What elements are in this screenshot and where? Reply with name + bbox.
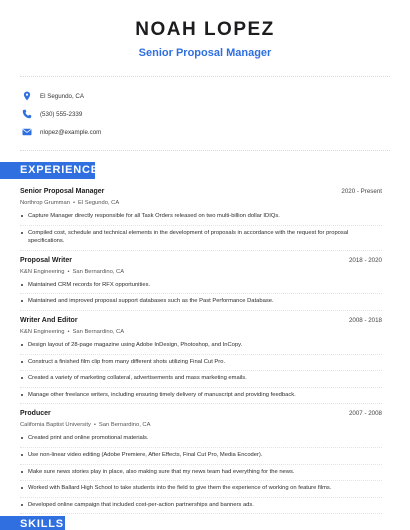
job-bullets <box>20 212 382 251</box>
contact-location <box>22 87 410 105</box>
job-title: Senior Proposal Manager <box>20 188 105 195</box>
job-company: California Baptist University <box>20 422 91 429</box>
job-bullet: Capture Manager directly responsible for all Task Orders released on two multi-billion dollar IDIQs. <box>20 212 382 226</box>
job-location: El Segundo, CA <box>77 200 120 206</box>
job-entry: Proposal Writer 2018 - 2020 K&N Engineering • San Bernardino, CA Maintained CRM records for RFX opportunities. Maintained and improved proposal support databases such as the Past Performance Database. <box>20 257 382 311</box>
contact-email-text: nlopez@example.com <box>40 128 102 136</box>
job-entry: Producer 2007 - 2008 California Baptist University • San Bernardino, CA Created print and online promotional materials. Use non-linear video editing (Adobe Premiere, After Effects, Final Cut Pro, Media Encoder). Make sure news stories play in place, also making sure that my news team had everything for the news. Worked with Ballard High School to take students into the field to give them the experience of working on feature films. Developed online campaign that included cost-per-action partnerships and banners ads. <box>20 410 382 514</box>
job-location: San Bernardino, CA <box>98 422 151 429</box>
job-dates: 2018 - 2020 <box>348 256 382 264</box>
job-bullet: Worked with Ballard High School to take students into the field to give them the experience of working on feature films. <box>20 484 382 498</box>
job-location: San Bernardino, CA <box>72 268 125 275</box>
job-bullet: Use non-linear video editing (Adobe Premiere, After Effects, Final Cut Pro, Media Encoder). <box>20 451 382 465</box>
job-bullet: Developed online campaign that included cost-per-action partnerships and banners ads. <box>20 501 382 515</box>
skills-section-title: SKILLS <box>0 516 65 530</box>
contact-list <box>0 77 410 150</box>
job-entry: Writer And Editor 2008 - 2018 K&N Engineering • San Bernardino, CA Design layout of 28-page magazine using Adobe InDesign, Photoshop, and InCopy. Construct a finished film clip from many different shots utilizing Final Cut Pro. Created a variety of marketing collateral, advertisements and mass marketing emails. Manage other freelance writers, including ensuring timely delivery of manuscript and providing feedback. <box>20 317 382 404</box>
job-entry: Senior Proposal Manager 2020 - Present Northrop Grumman • El Segundo, CA Capture Manager directly responsible for all Task Orders released on two multi-billion dollar IDIQs. Compiled cost, schedule and technical elements in the development of proposals in accordance with the request for proposal specifications. <box>20 188 382 251</box>
job-dates: 2020 - Present <box>341 188 382 195</box>
location-pin-icon <box>22 91 32 101</box>
job-bullet: Make sure news stories play in place, also making sure that my news team had everything for the news. <box>20 468 382 482</box>
candidate-role: Senior Proposal Manager <box>138 47 272 59</box>
job-company: Northrop Grumman <box>20 200 70 206</box>
contact-phone <box>22 105 410 123</box>
contact-location-text: El Segundo, CA <box>40 92 85 100</box>
contact-phone-text: (530) 555-2339 <box>40 110 83 118</box>
job-bullet: Maintained CRM records for RFX opportunities. <box>20 281 382 295</box>
experience-list <box>20 188 382 520</box>
job-company: K&N Engineering <box>20 328 65 335</box>
job-bullet: Construct a finished film clip from many different shots utilizing Final Cut Pro. <box>20 358 382 372</box>
job-bullet: Created a variety of marketing collateral, advertisements and mass marketing emails. <box>20 374 382 388</box>
job-bullet: Compiled cost, schedule and technical elements in the development of proposals in accordance with the request for proposal specifications. <box>20 229 382 251</box>
job-bullets <box>20 434 382 514</box>
job-dates: 2007 - 2008 <box>348 410 382 418</box>
job-bullet: Manage other freelance writers, including ensuring timely delivery of manuscript and providing feedback. <box>20 391 382 405</box>
job-title: Writer And Editor <box>20 316 78 324</box>
job-dates: 2008 - 2018 <box>348 316 382 324</box>
job-bullet: Created print and online promotional materials. <box>20 434 382 448</box>
candidate-name: NOAH LOPEZ <box>135 19 275 40</box>
job-bullet: Maintained and improved proposal support databases such as the Past Performance Database. <box>20 297 382 311</box>
job-bullets <box>20 281 382 311</box>
resume-header <box>0 0 410 60</box>
phone-icon <box>22 109 32 119</box>
job-location: San Bernardino, CA <box>72 328 125 335</box>
email-icon <box>22 127 32 137</box>
contact-email <box>22 123 410 141</box>
job-title: Proposal Writer <box>20 256 72 264</box>
job-bullet: Design layout of 28-page magazine using Adobe InDesign, Photoshop, and InCopy. <box>20 341 382 355</box>
job-title: Producer <box>20 410 51 418</box>
job-bullets <box>20 341 382 404</box>
contacts-divider <box>20 150 390 151</box>
job-company: K&N Engineering <box>20 268 65 275</box>
experience-section-title: EXPERIENCE <box>0 162 95 179</box>
